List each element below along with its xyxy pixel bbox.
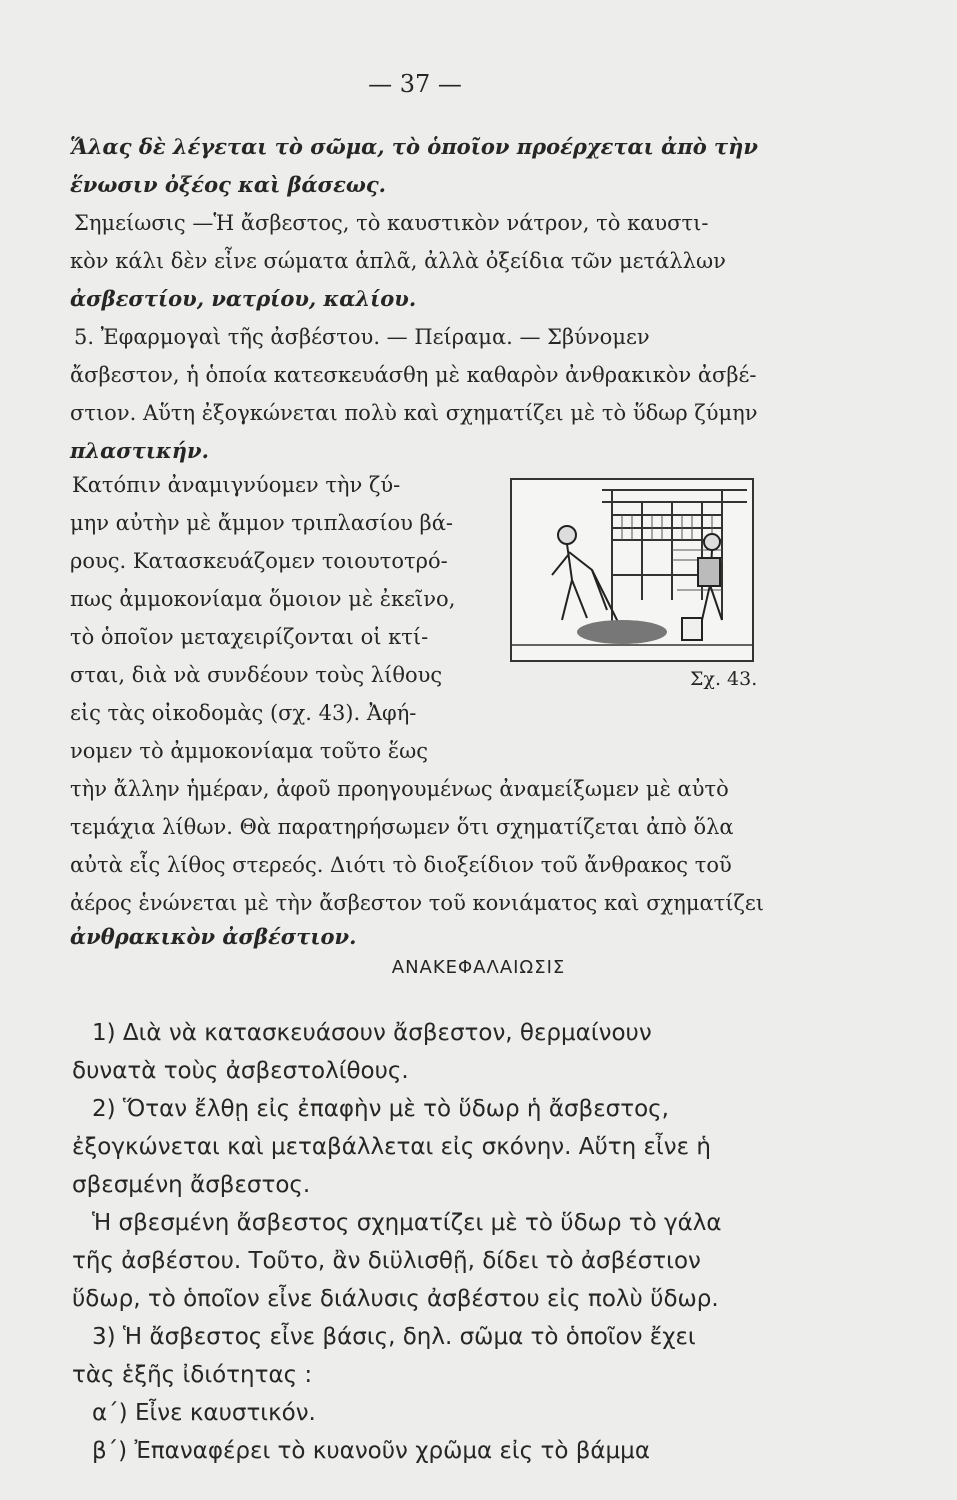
figure-43-illustration (510, 478, 754, 662)
summary-line: 1) Διὰ νὰ κατασκευάσουν ἄσβεστον, θερμαίνουν (92, 1020, 652, 1046)
text-line: Ἅλας δὲ λέγεται τὸ σῶμα, τὸ ὁποῖον προέρχεται ἀπὸ τὴν (70, 134, 758, 159)
text-line: Κατόπιν ἀναμιγνύομεν τὴν ζύ- (72, 473, 401, 497)
text-line: πως ἀμμοκονίαμα ὅμοιον μὲ ἐκεῖνο, (70, 587, 456, 611)
summary-line: σβεσμένη ἄσβεστος. (72, 1172, 311, 1198)
text-line: ἀνθρακικὸν ἀσβέστιον. (70, 924, 357, 949)
summary-line: τὰς ἑξῆς ἰδιότητας : (72, 1362, 313, 1388)
text-line: τὸ ὁποῖον μεταχειρίζονται οἱ κτί- (70, 625, 429, 649)
text-line: πλαστικήν. (70, 438, 209, 463)
text-line: ἀέρος ἑνώνεται μὲ τὴν ἄσβεστον τοῦ κονιάματος καὶ σχηματίζει (70, 891, 765, 915)
summary-line: ὕδωρ, τὸ ὁποῖον εἶνε διάλυσις ἀσβέστου εἰς πολὺ ὕδωρ. (72, 1286, 719, 1312)
summary-line: τῆς ἀσβέστου. Τοῦτο, ἂν διϋλισθῇ, δίδει τὸ ἀσβέστιον (72, 1248, 701, 1274)
summary-line: ἐξογκώνεται καὶ μεταβάλλεται εἰς σκόνην. Αὕτη εἶνε ἡ (72, 1134, 711, 1160)
text-line: μην αὐτὴν μὲ ἄμμον τριπλασίου βά- (70, 511, 453, 535)
text-line: σται, διὰ νὰ συνδέουν τοὺς λίθους (70, 663, 443, 687)
page-number: — 37 — (368, 70, 462, 98)
text-line: ἄσβεστον, ἡ ὁποία κατεσκευάσθη μὲ καθαρὸν ἀνθρακικὸν ἀσβέ- (70, 363, 757, 387)
text-line: εἰς τὰς οἰκοδομὰς (σχ. 43). Ἀφή- (70, 701, 417, 725)
text-line: στιον. Αὕτη ἐξογκώνεται πολὺ καὶ σχηματίζει μὲ τὸ ὕδωρ ζύμην (70, 401, 758, 425)
summary-line: β΄) Ἐπαναφέρει τὸ κυανοῦν χρῶμα εἰς τὸ βάμμα (92, 1438, 650, 1464)
text-line: Σημείωσις —Ἡ ἄσβεστος, τὸ καυστικὸν νάτρον, τὸ καυστι- (74, 211, 709, 235)
summary-line: 3) Ἡ ἄσβεστος εἶνε βάσις, δηλ. σῶμα τὸ ὁποῖον ἔχει (92, 1324, 696, 1350)
text-line: τεμάχια λίθων. Θὰ παρατηρήσωμεν ὅτι σχηματίζεται ἀπὸ ὅλα (70, 815, 734, 839)
text-line: αὐτὰ εἷς λίθος στερεός. Διότι τὸ διοξείδιον τοῦ ἄνθρακος τοῦ (70, 853, 732, 877)
section-heading-line: 5. Ἐφαρμογαὶ τῆς ἀσβέστου. — Πείραμα. — Σβύνομεν (74, 325, 650, 349)
summary-line: α΄) Εἶνε καυστικόν. (92, 1400, 316, 1426)
workers-mixing-mortar-illustration (512, 480, 752, 660)
summary-line: 2) Ὅταν ἔλθῃ εἰς ἐπαφὴν μὲ τὸ ὕδωρ ἡ ἄσβεστος, (92, 1096, 669, 1122)
text-line: νομεν τὸ ἀμμοκονίαμα τοῦτο ἕως (70, 739, 429, 763)
text-line: κὸν κάλι δὲν εἶνε σώματα ἁπλᾶ, ἀλλὰ ὀξείδια τῶν μετάλλων (70, 249, 726, 273)
text-line: τὴν ἄλλην ἡμέραν, ἀφοῦ προηγουμένως ἀναμείξωμεν μὲ αὐτὸ (70, 777, 729, 801)
text-line: ρους. Κατασκευάζομεν τοιουτοτρό- (70, 549, 448, 573)
text-line: ἀσβεστίου, νατρίου, καλίου. (70, 286, 417, 311)
text-line: ἕνωσιν ὀξέος καὶ βάσεως. (70, 172, 386, 197)
summary-line: Ἡ σβεσμένη ἄσβεστος σχηματίζει μὲ τὸ ὕδωρ τὸ γάλα (92, 1210, 722, 1236)
figure-caption: Σχ. 43. (690, 668, 758, 690)
summary-heading: ΑΝΑΚΕΦΑΛΑΙΩΣΙΣ (391, 957, 566, 978)
summary-line: δυνατὰ τοὺς ἀσβεστολίθους. (72, 1058, 409, 1084)
